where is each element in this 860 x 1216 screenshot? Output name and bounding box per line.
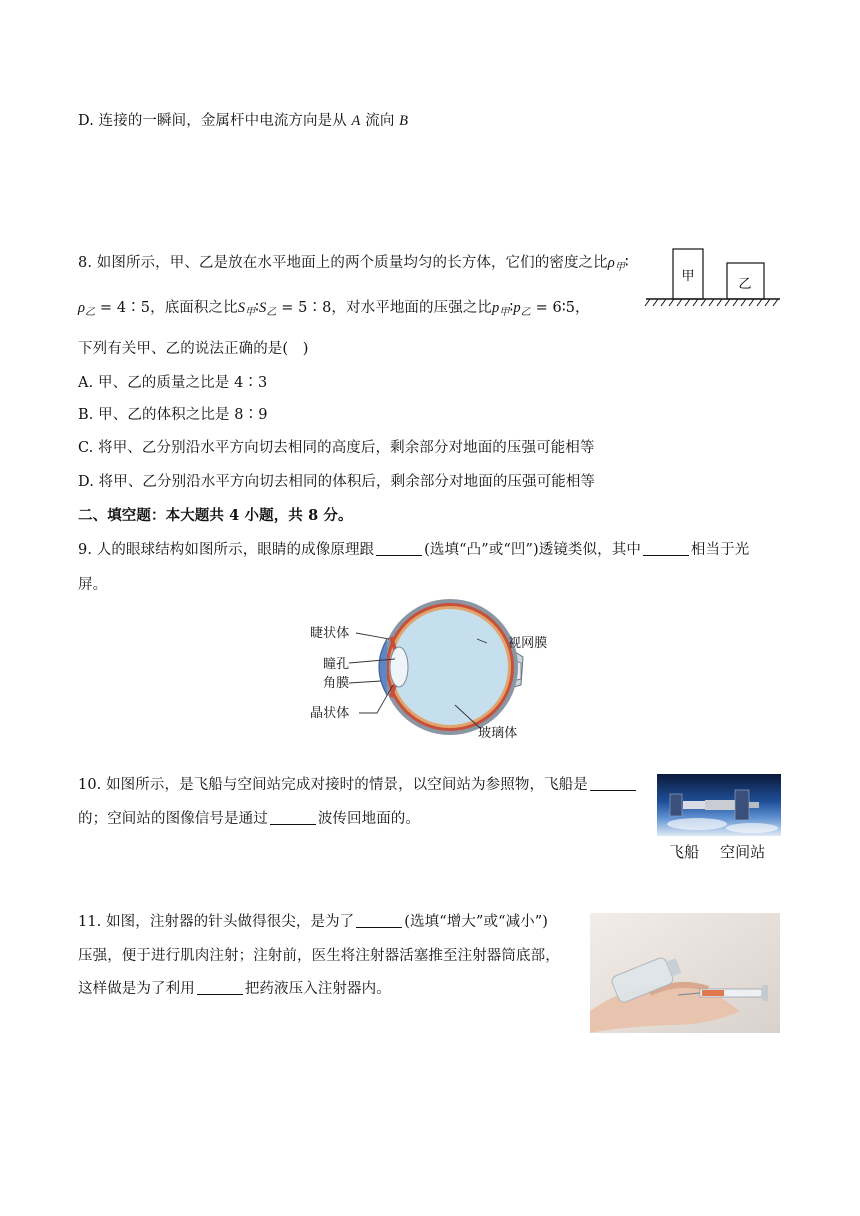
label-ship: 飞船 — [669, 843, 700, 861]
docking-photo — [657, 774, 781, 836]
q8-stem-line2: $\rho_乙$ = 4∶5，底面积之比$S_甲∶S_乙$ = 5∶8，对水平地面的压强之比$p_甲∶p_乙$ = 6∶5， — [78, 300, 590, 318]
label-yi: 乙 — [738, 277, 752, 292]
q10-blank-2[interactable] — [270, 810, 316, 825]
q8-option-d: D. 将甲、乙分别沿水平方向切去相同的体积后，剩余部分对地面的压强可能相等 — [78, 474, 596, 490]
ground-hatching — [645, 299, 778, 306]
label-retina: 视网膜 — [508, 636, 548, 651]
q11-blank-1[interactable] — [356, 913, 402, 928]
q8-blocks-figure — [644, 244, 782, 310]
q10-stem-line1: 10. 如图所示，是飞船与空间站完成对接时的情景，以空间站为参照物，飞船是 — [78, 775, 638, 795]
label-vitreous: 玻璃体 — [478, 726, 518, 741]
q11-stem-line2: 压强，便于进行肌肉注射；注射前，医生将注射器活塞推至注射器筒底部， — [78, 948, 560, 964]
cornea — [379, 639, 387, 695]
syringe-photo — [590, 913, 780, 1033]
label-lens: 晶状体 — [310, 706, 350, 721]
q8-option-b: B. 甲、乙的体积之比是 8∶9 — [78, 407, 268, 423]
q9-stem-line1: 9. 人的眼球结构如图所示，眼睛的成像原理跟 (选填“凸”或“凹”)透镜类似，其中 相当于光 — [78, 542, 750, 558]
label-station: 空间站 — [720, 843, 766, 861]
q9-blank-2[interactable] — [643, 541, 689, 556]
q10-blank-1[interactable] — [590, 776, 636, 791]
q9-stem-line2: 屏。 — [78, 577, 108, 593]
q8-option-c: C. 将甲、乙分别沿水平方向切去相同的高度后，剩余部分对地面的压强可能相等 — [78, 440, 595, 456]
q7-option-d: D. 连接的一瞬间，金属杆中电流方向是从 A 流向 B — [78, 113, 409, 129]
label-cornea: 角膜 — [323, 676, 350, 691]
q8-stem-line3: 下列有关甲、乙的说法正确的是( ) — [78, 341, 309, 357]
section-2-heading: 二、填空题：本大题共 4 小题，共 8 分。 — [78, 507, 353, 524]
q11-stem-line1: 11. 如图，注射器的针头做得很尖，是为了 (选填“增大”或“减小”) — [78, 914, 549, 930]
q8-stem-line1: 8. 如图所示，甲、乙是放在水平地面上的两个质量均匀的长方体，它们的密度之比$\rho_甲∶$ — [78, 255, 629, 273]
label-ciliary-body: 睫状体 — [310, 626, 350, 641]
label-pupil: 瞳孔 — [323, 657, 350, 672]
q11-stem-line3: 这样做是为了利用 把药液压入注射器内。 — [78, 981, 391, 997]
q8-option-a: A. 甲、乙的质量之比是 4∶3 — [78, 375, 268, 391]
vitreous-body — [392, 609, 508, 725]
label-jia: 甲 — [681, 269, 695, 284]
q9-blank-1[interactable] — [376, 541, 422, 556]
crystalline-lens — [390, 647, 408, 687]
q11-blank-2[interactable] — [197, 980, 243, 995]
q10-stem-line2: 的；空间站的图像信号是通过 波传回地面的。 — [78, 811, 421, 827]
